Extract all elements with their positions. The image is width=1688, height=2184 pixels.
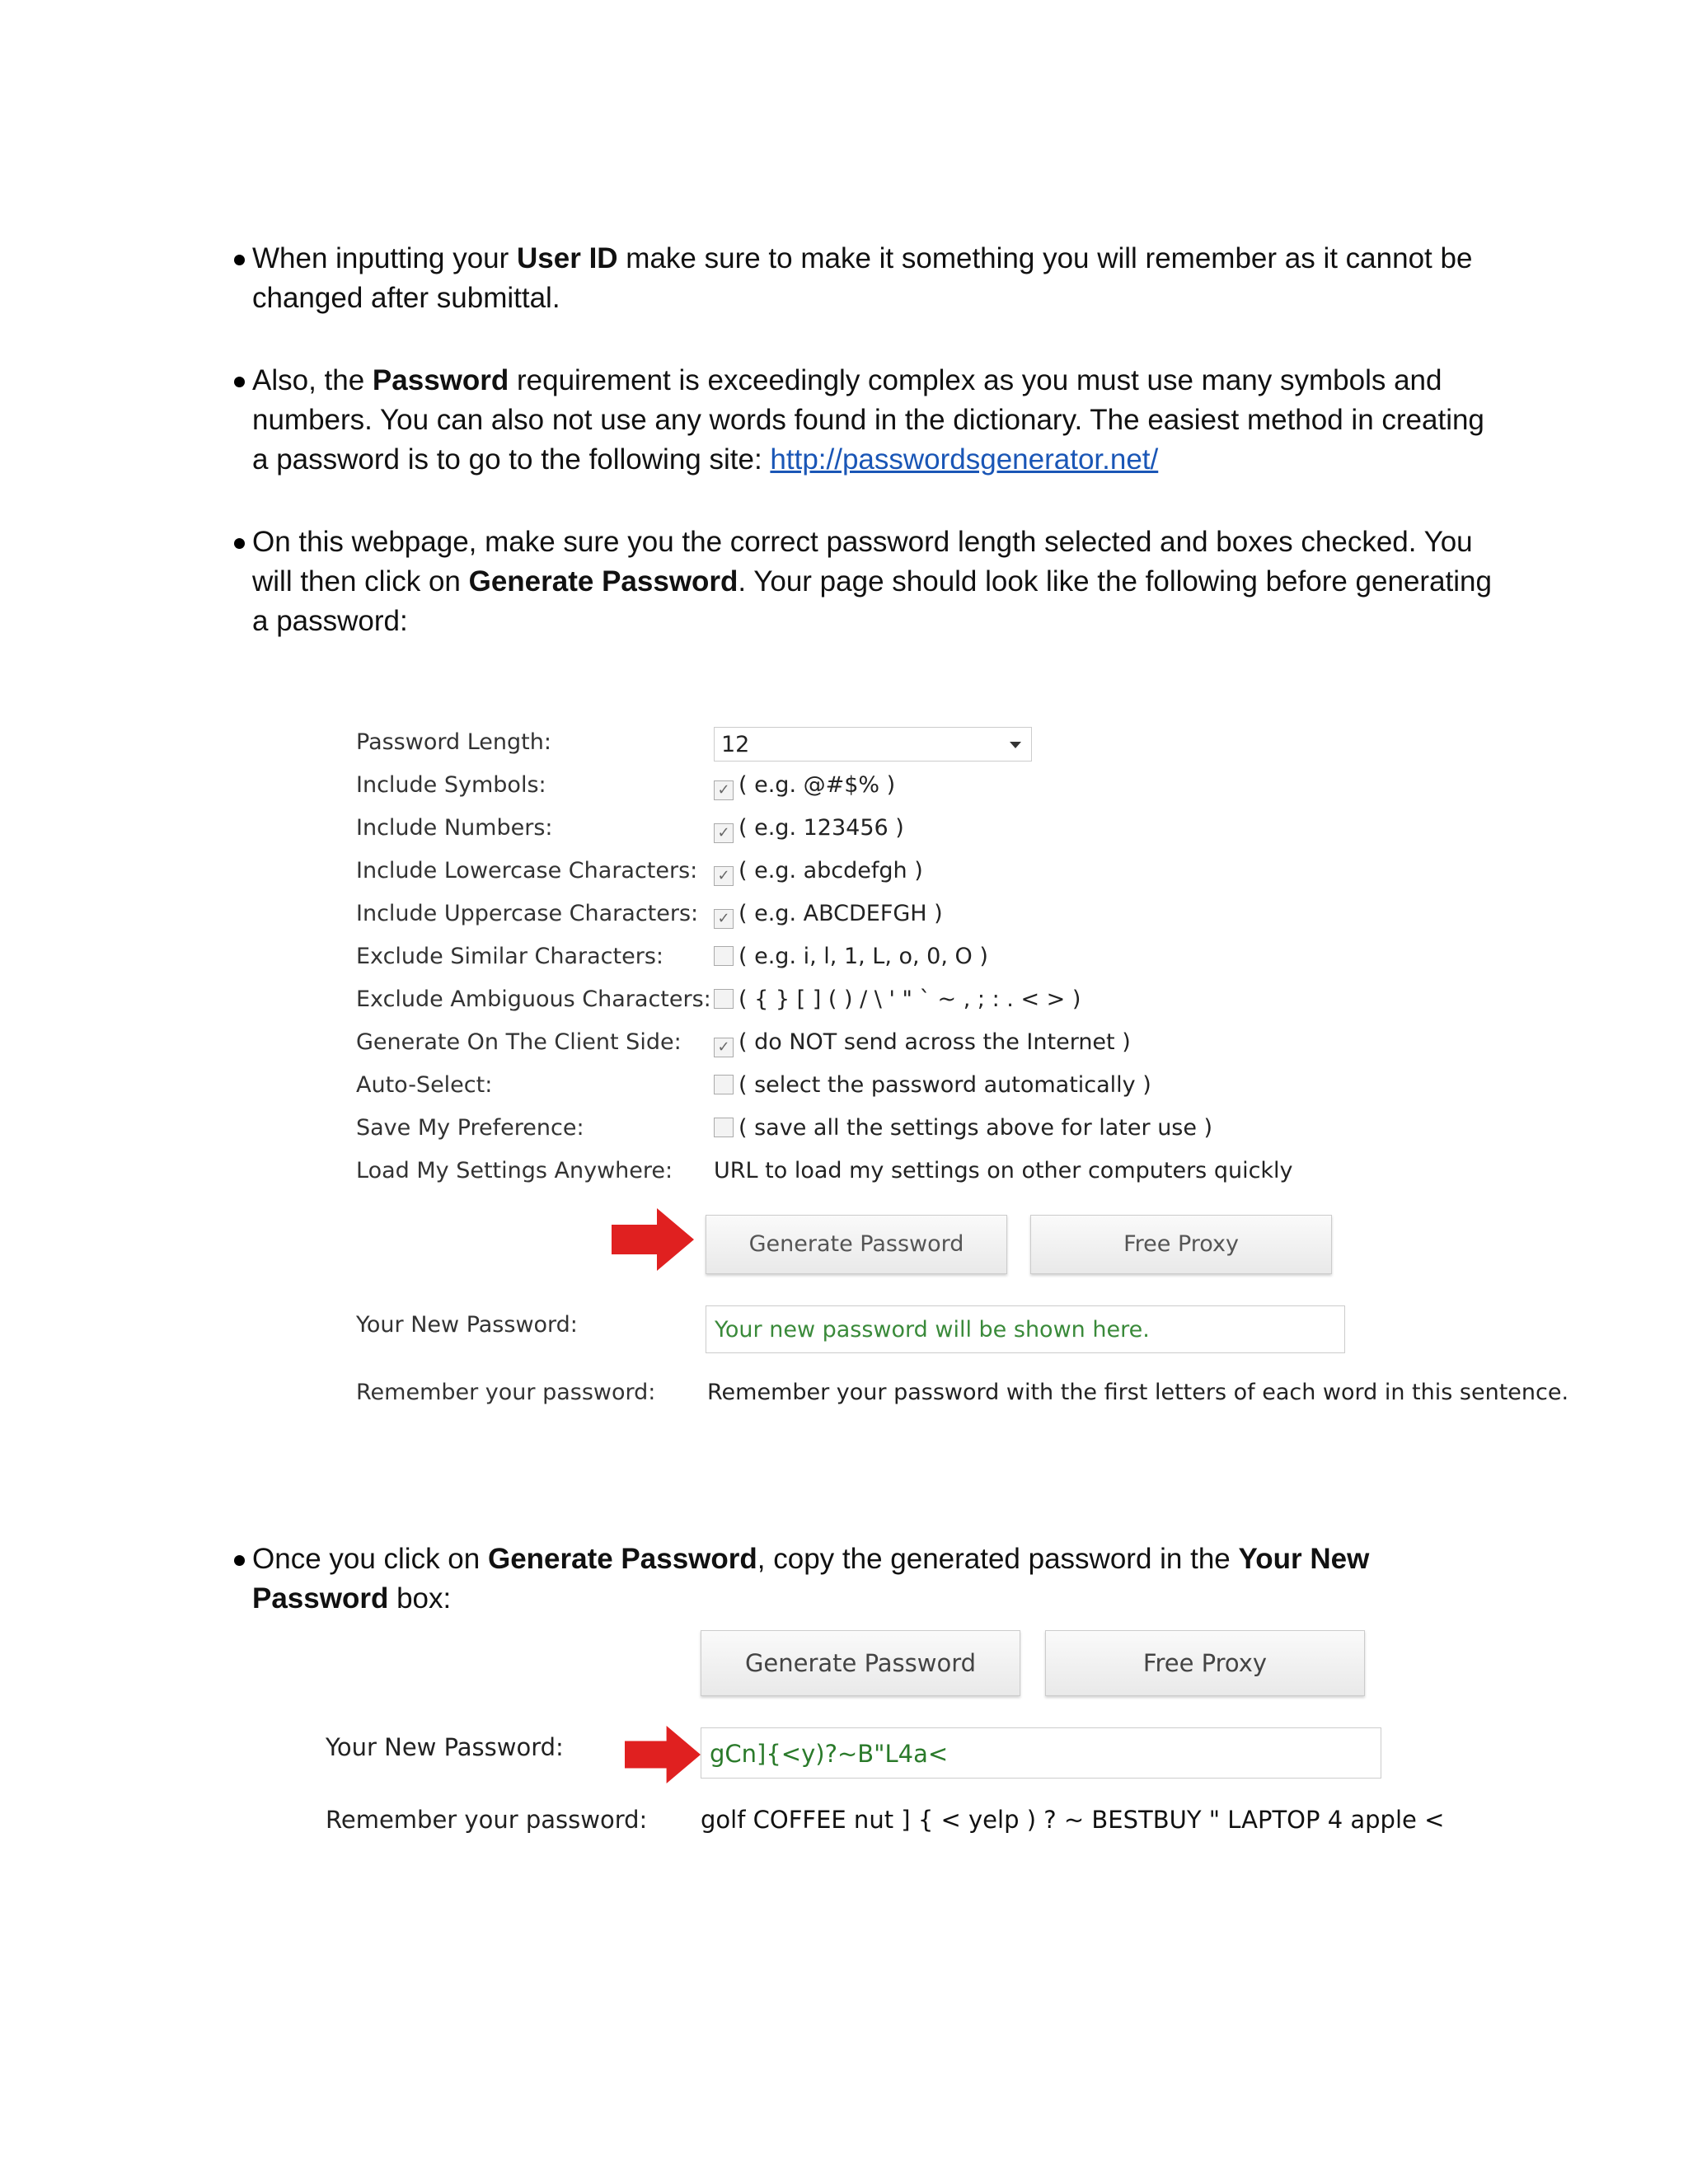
load-settings-link[interactable]: URL to load my settings on other computers quickly [714,1158,1293,1183]
bullet-bold: Password [372,364,509,396]
option-text: ( { } [ ] ( ) / \ ' " ` ~ , ; : . < > ) [738,987,1081,1012]
option-label: Save My Preference: [356,1115,584,1141]
option-numbers[interactable] [714,815,904,843]
option-exclude-similar[interactable] [714,944,988,969]
bullet-text: On this webpage, make sure you the correct password length selected and boxes checked. You will then click on [252,526,1473,598]
bullet-password [252,361,1505,480]
red-arrow-icon [625,1726,701,1783]
bullet-dot [234,1555,245,1566]
option-label: Include Uppercase Characters: [356,901,699,926]
checkbox-checked[interactable]: ✓ [714,909,734,929]
option-text: ( select the password automatically ) [738,1072,1151,1098]
option-label: Include Symbols: [356,772,546,798]
bullet-text: box: [388,1582,452,1615]
checkbox-unchecked[interactable] [714,989,734,1009]
new-password-field[interactable]: gCn]{<y)?~B"L4a< [701,1727,1381,1779]
bullet-text: Once you click on [252,1543,488,1575]
bullet-copy-password [252,1540,1505,1619]
option-text: ( e.g. @#$% ) [738,772,896,798]
bullet-text: , copy the generated password in the [757,1543,1239,1575]
password-length-label: Password Length: [356,729,551,755]
option-label: Include Lowercase Characters: [356,858,698,883]
bullet-dot [234,255,245,265]
bullet-dot [234,538,245,549]
bullet-text: . Your page should look like the following before generating a password: [252,565,1492,637]
remember-password-label: Remember your password: [326,1806,648,1834]
option-uppercase[interactable] [714,901,943,929]
bullet-bold: Generate Password [468,565,738,598]
checkbox-checked[interactable]: ✓ [714,780,734,800]
remember-password-label: Remember your password: [356,1380,656,1405]
option-label: Exclude Similar Characters: [356,944,663,969]
bullet-text: When inputting your [252,242,518,274]
free-proxy-button[interactable]: Free Proxy [1030,1215,1332,1274]
option-label: Exclude Ambiguous Characters: [356,987,711,1012]
bullet-text: make sure to make it something you will remember as it cannot be changed after submittal. [252,242,1473,314]
option-label: Auto-Select: [356,1072,493,1098]
bullet-text: Also, the [252,364,373,396]
passwords-generator-link[interactable]: http://passwordsgenerator.net/ [770,443,1159,476]
bullet-bold: Your New Password [252,1543,1370,1615]
free-proxy-button[interactable]: Free Proxy [1045,1630,1365,1696]
bullet-generate [252,523,1505,641]
option-text: ( save all the settings above for later use ) [738,1115,1213,1141]
bullet-dot [234,377,245,387]
chevron-down-icon [1010,742,1021,748]
remember-password-text: golf COFFEE nut ] { < yelp ) ? ~ BESTBUY " LAPTOP 4 apple < [701,1806,1445,1834]
new-password-label: Your New Password: [356,1312,578,1338]
remember-password-text: Remember your password with the first letters of each word in this sentence. [707,1380,1569,1405]
option-lowercase[interactable] [714,858,923,886]
option-exclude-ambiguous[interactable] [714,987,1081,1012]
red-arrow-icon [612,1208,694,1271]
option-text: ( e.g. i, l, 1, L, o, 0, O ) [738,944,988,969]
checkbox-checked[interactable]: ✓ [714,823,734,843]
load-settings-label: Load My Settings Anywhere: [356,1158,673,1183]
option-auto-select[interactable] [714,1072,1151,1098]
option-text: ( e.g. abcdefgh ) [738,858,923,883]
option-label: Generate On The Client Side: [356,1029,682,1055]
bullet-user-id [252,239,1505,318]
generate-password-button[interactable]: Generate Password [701,1630,1020,1696]
password-length-select[interactable] [714,727,1032,762]
option-text: ( e.g. 123456 ) [738,815,904,841]
option-client-side[interactable] [714,1029,1131,1057]
bullet-bold: User ID [517,242,618,274]
checkbox-checked[interactable]: ✓ [714,1038,734,1057]
option-text: ( e.g. ABCDEFGH ) [738,901,943,926]
checkbox-unchecked[interactable] [714,946,734,966]
option-text: ( do NOT send across the Internet ) [738,1029,1131,1055]
new-password-field[interactable]: Your new password will be shown here. [706,1305,1345,1353]
bullet-bold: Generate Password [487,1543,757,1575]
checkbox-unchecked[interactable] [714,1118,734,1137]
bullet-text: requirement is exceedingly complex as you must use many symbols and numbers. You can also not use any words found in the dictionary. The easiest method in creating a password is to go to the following site: [252,364,1484,476]
checkbox-checked[interactable]: ✓ [714,866,734,886]
password-length-value: 12 [721,732,750,757]
option-label: Include Numbers: [356,815,553,841]
option-save-preference[interactable] [714,1115,1212,1141]
option-symbols[interactable] [714,772,895,800]
new-password-label: Your New Password: [326,1733,564,1761]
generate-password-button[interactable]: Generate Password [706,1215,1007,1274]
checkbox-unchecked[interactable] [714,1075,734,1094]
